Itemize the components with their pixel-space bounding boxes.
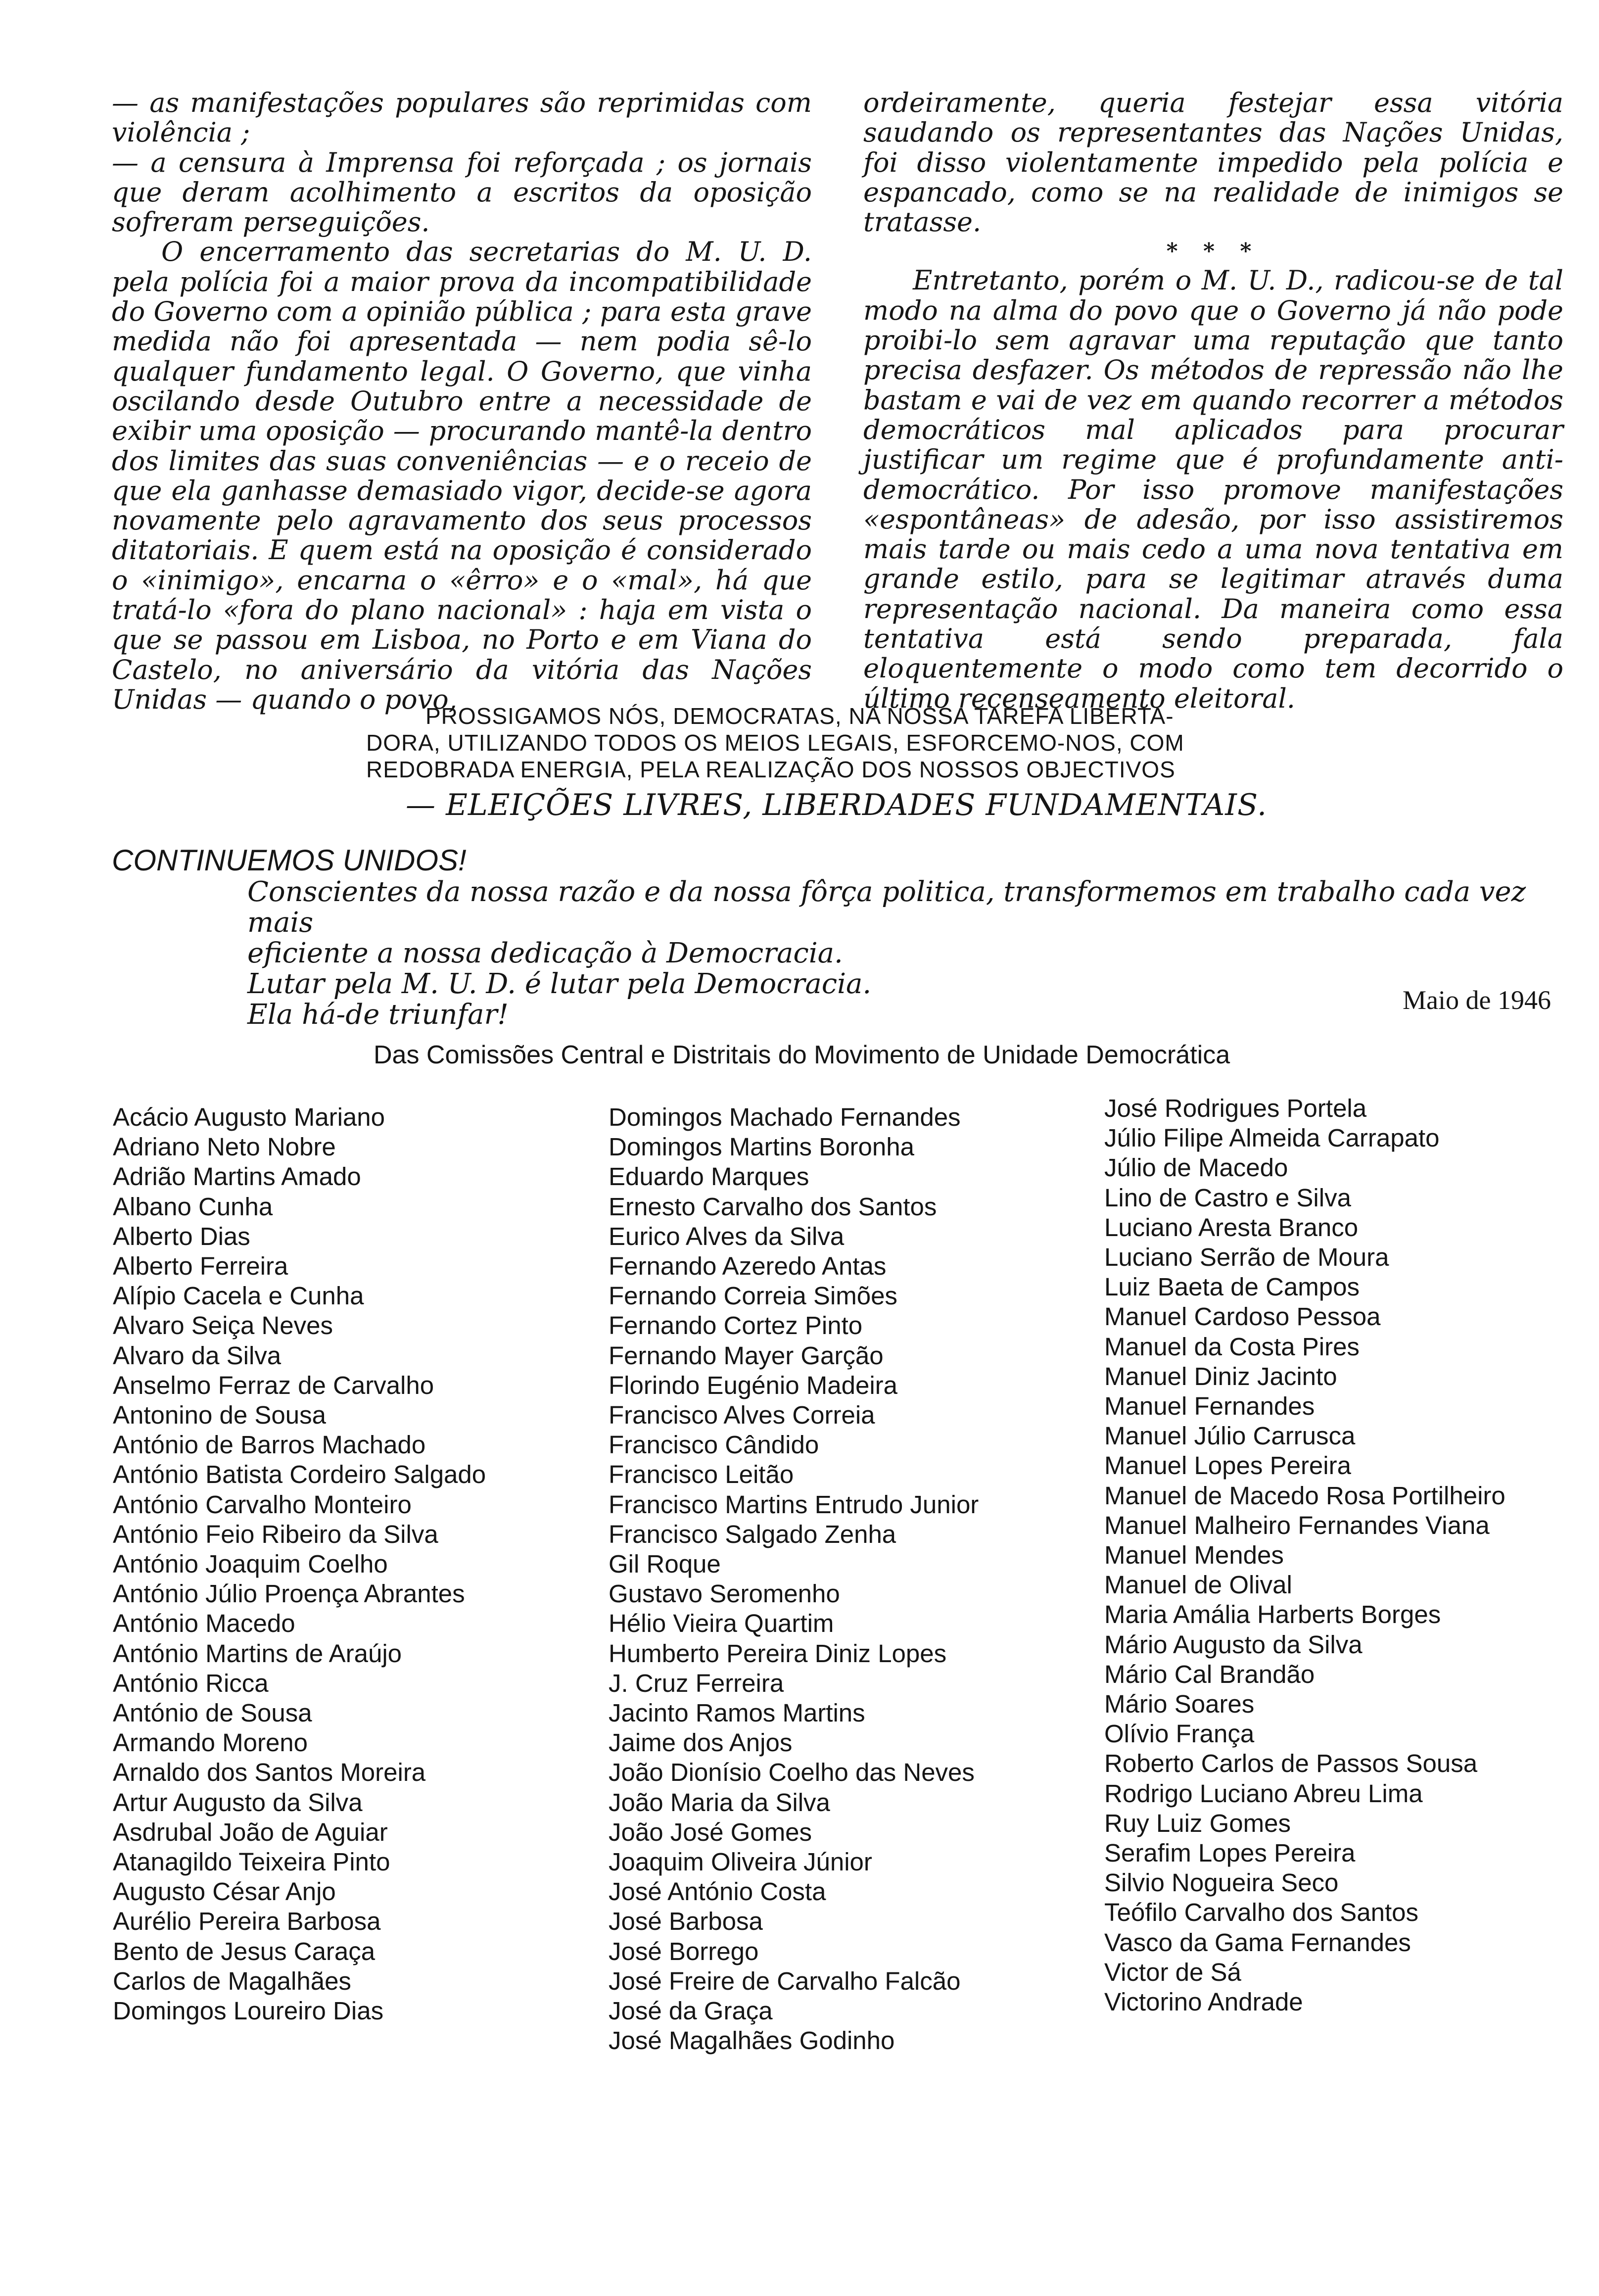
signatory-name: Anselmo Ferraz de Carvalho	[113, 1371, 434, 1399]
signatory-name: Arnaldo dos Santos Moreira	[113, 1758, 426, 1787]
signatory-name: Silvio Nogueira Seco	[1104, 1868, 1339, 1897]
signatory-name: José António Costa	[609, 1877, 826, 1906]
signatory-name: Francisco Leitão	[609, 1460, 794, 1489]
exhortation-line: Conscientes da nossa razão e da nossa fôrça politica, transformemos em trabalho cada vez mais	[247, 876, 1526, 939]
signatory-name: Francisco Cândido	[609, 1431, 819, 1459]
signatory-name: Manuel Diniz Jacinto	[1104, 1362, 1337, 1390]
signatory-name: António Ricca	[113, 1669, 269, 1697]
signatory-name: Florindo Eugénio Madeira	[609, 1371, 898, 1399]
signatory-name: Adriano Neto Nobre	[113, 1133, 336, 1161]
slogan: — ELEIÇÕES LIVRES, LIBERDADES FUNDAMENTAIS.	[406, 788, 1268, 822]
signatory-name: Bento de Jesus Caraça	[113, 1937, 376, 1965]
paragraph: O encerramento das secretarias do M. U. D. pela polícia foi a maior prova da incompatibilidade do Governo com a opinião pública ; para esta grave medida não foi apresentada — nem podia sê-lo qualquer fundamento legal. O Governo, que vinha oscilando desde Outubro entre a necessidade de exibir uma oposição — procurando mantê-la dentro dos limites das suas conveniências — e o receio de que ela ganhasse demasiado vigor, decide-se agora novamente pelo agravamento dos seus processos ditatoriais. E quem está na oposição é considerado o «inimigo», encarna o «êrro» e o «mal», há que tratá-lo «fora do plano nacional» : haja em vista o que se passou em Lisboa, no Porto e em Viana do Castelo, no aniversário da vitória das Nações Unidas — quando o povo,	[112, 236, 812, 715]
signatory-name: Augusto César Anjo	[113, 1877, 336, 1906]
paragraph: — a censura à Imprensa foi reforçada ; os jornais que deram acolhimento a escritos da oposição sofreram perseguições.	[112, 146, 812, 238]
signatory-name: Carlos de Magalhães	[113, 1966, 351, 1995]
signatory-name: Armando Moreno	[113, 1728, 308, 1757]
signatory-name: Manuel da Costa Pires	[1104, 1332, 1360, 1361]
signatory-name: António de Sousa	[113, 1699, 312, 1727]
signatory-name: Eurico Alves da Silva	[609, 1222, 845, 1250]
signatory-name: Júlio Filipe Almeida Carrapato	[1104, 1124, 1440, 1152]
signatory-name: Atanagildo Teixeira Pinto	[113, 1848, 390, 1876]
signatory-name: António Batista Cordeiro Salgado	[113, 1460, 486, 1489]
signatory-name: António Feio Ribeiro da Silva	[113, 1520, 438, 1548]
signatory-name: Olívio França	[1104, 1720, 1255, 1748]
signatory-name: Luciano Serrão de Moura	[1104, 1243, 1389, 1272]
signatory-name: Maria Amália Harberts Borges	[1104, 1600, 1441, 1629]
signatory-name: Humberto Pereira Diniz Lopes	[609, 1639, 947, 1668]
signatory-name: Serafim Lopes Pereira	[1104, 1839, 1356, 1867]
signatory-name: Luiz Baeta de Campos	[1104, 1273, 1360, 1301]
signatory-name: Manuel Cardoso Pessoa	[1104, 1302, 1381, 1331]
closing-statement	[366, 703, 1469, 783]
left-text-column	[112, 88, 812, 715]
signatory-name: Joaquim Oliveira Júnior	[609, 1848, 872, 1876]
continuemos-heading: CONTINUEMOS UNIDOS!	[112, 844, 467, 877]
signatory-name: Manuel Lopes Pereira	[1104, 1451, 1351, 1480]
signatory-name: José Barbosa	[609, 1907, 763, 1936]
signatory-name: Manuel Júlio Carrusca	[1104, 1422, 1356, 1450]
signatory-name: Mário Augusto da Silva	[1104, 1630, 1363, 1659]
exhortation-line: Ela há-de triunfar!	[247, 999, 509, 1031]
signatory-name: Ruy Luiz Gomes	[1104, 1809, 1291, 1837]
signatory-name: Fernando Correia Simões	[609, 1282, 897, 1310]
signatory-name: Alípio Cacela e Cunha	[113, 1282, 364, 1310]
signatory-name: Rodrigo Luciano Abreu Lima	[1104, 1779, 1423, 1808]
signatory-name: José Borrego	[609, 1937, 759, 1965]
signatories-column-1	[113, 1102, 486, 2026]
document-date: Maio de 1946	[1403, 985, 1551, 1015]
signatory-name: António Martins de Araújo	[113, 1639, 402, 1668]
signatories-heading: Das Comissões Central e Distritais do Movimento de Unidade Democrática	[374, 1041, 1230, 1069]
signatory-name: Albano Cunha	[113, 1192, 273, 1221]
signatories-column-2	[609, 1102, 979, 2056]
signatory-name: Francisco Salgado Zenha	[609, 1520, 896, 1548]
signatories-column-3	[1104, 1094, 1505, 2017]
signatory-name: Domingos Loureiro Dias	[113, 1997, 384, 2025]
signatory-name: Hélio Vieira Quartim	[609, 1609, 834, 1638]
signatory-name: Luciano Aresta Branco	[1104, 1213, 1359, 1242]
signatory-name: João Dionísio Coelho das Neves	[609, 1758, 975, 1787]
signatory-name: Manuel de Olival	[1104, 1571, 1292, 1599]
signatory-name: Jacinto Ramos Martins	[609, 1699, 865, 1727]
signatory-name: João Maria da Silva	[609, 1788, 830, 1817]
signatory-name: Victor de Sá	[1104, 1958, 1241, 1986]
signatory-name: Lino de Castro e Silva	[1104, 1183, 1351, 1212]
signatory-name: Aurélio Pereira Barbosa	[113, 1907, 381, 1936]
signatory-name: José Magalhães Godinho	[609, 2026, 895, 2055]
signatory-name: Ernesto Carvalho dos Santos	[609, 1192, 937, 1221]
signatory-name: José Rodrigues Portela	[1104, 1094, 1367, 1122]
signatory-name: Fernando Azeredo Antas	[609, 1252, 887, 1281]
closing-line: DORA, UTILIZANDO TODOS OS MEIOS LEGAIS, ESFORCEMO-NOS, COM	[366, 730, 1184, 756]
paragraph: Entretanto, porém o M. U. D., radicou-se de tal modo na alma do povo que o Governo já não pode proibi-lo sem agravar uma reputação que tanto precisa desfazer. Os métodos de repressão não lhe bastam e vai de vez em quando recorrer a métodos democráticos mal aplicados para procurar justificar um regime que é profundamente anti-democrático. Por isso promove manifestações «espontâneas» de adesão, por isso assistiremos mais tarde ou mais cedo a uma nova tentativa em grande estilo, para se legitimar através duma representação nacional. Da maneira como essa tentativa está sendo preparada, fala eloquentemente o modo como tem decorrido o último recenseamento eleitoral.	[863, 265, 1563, 714]
signatory-name: Fernando Mayer Garção	[609, 1341, 884, 1370]
signatory-name: Domingos Martins Boronha	[609, 1133, 914, 1161]
signatory-name: Domingos Machado Fernandes	[609, 1103, 961, 1131]
signatory-name: Mário Soares	[1104, 1690, 1255, 1719]
signatory-name: Manuel Mendes	[1104, 1541, 1284, 1570]
signatory-name: Asdrubal João de Aguiar	[113, 1818, 388, 1846]
paragraph: ordeiramente, queria festejar essa vitória saudando os representantes das Nações Unidas, foi disso violentamente impedido pela polícia e espancado, como se na realidade de inimigos se tratasse.	[863, 87, 1563, 238]
signatory-name: Acácio Augusto Mariano	[113, 1103, 385, 1131]
signatory-name: Alberto Ferreira	[113, 1252, 288, 1281]
signatory-name: Artur Augusto da Silva	[113, 1788, 363, 1817]
signatory-name: Roberto Carlos de Passos Sousa	[1104, 1749, 1478, 1778]
signatory-name: J. Cruz Ferreira	[609, 1669, 784, 1697]
signatory-name: José Freire de Carvalho Falcão	[609, 1966, 961, 1995]
signatory-name: António Júlio Proença Abrantes	[113, 1579, 465, 1608]
exhortation-line: Lutar pela M. U. D. é lutar pela Democracia.	[247, 968, 872, 1000]
signatory-name: Adrião Martins Amado	[113, 1162, 361, 1191]
signatory-name: Alvaro da Silva	[113, 1341, 282, 1370]
signatory-name: Alberto Dias	[113, 1222, 250, 1250]
signatory-name: Fernando Cortez Pinto	[609, 1311, 863, 1340]
signatory-name: Jaime dos Anjos	[609, 1728, 793, 1757]
signatory-name: Júlio de Macedo	[1104, 1153, 1288, 1182]
signatory-name: António Macedo	[113, 1609, 295, 1638]
signatory-name: José da Graça	[609, 1997, 773, 2025]
signatory-name: Antonino de Sousa	[113, 1401, 327, 1430]
signatory-name: Vasco da Gama Fernandes	[1104, 1928, 1411, 1957]
exhortation	[247, 877, 1588, 1030]
closing-line: REDOBRADA ENERGIA, PELA REALIZAÇÃO DOS NOSSOS OBJECTIVOS	[366, 757, 1176, 782]
signatory-name: Manuel Fernandes	[1104, 1392, 1315, 1421]
closing-line: PROSSIGAMOS NÓS, DEMOCRATAS, NA NOSSA TAREFA LIBERTA-	[425, 703, 1174, 729]
section-separator: * * *	[1166, 239, 1261, 264]
signatory-name: António Joaquim Coelho	[113, 1550, 388, 1578]
signatory-name: António Carvalho Monteiro	[113, 1490, 412, 1519]
signatory-name: Victorino Andrade	[1104, 1988, 1303, 2016]
signatory-name: Eduardo Marques	[609, 1162, 809, 1191]
signatory-name: Manuel Malheiro Fernandes Viana	[1104, 1511, 1490, 1539]
paragraph: — as manifestações populares são reprimidas com violência ;	[112, 87, 812, 148]
signatory-name: Alvaro Seiça Neves	[113, 1311, 333, 1340]
signatory-name: Teófilo Carvalho dos Santos	[1104, 1898, 1419, 1927]
signatory-name: Francisco Alves Correia	[609, 1401, 875, 1430]
signatory-name: Gil Roque	[609, 1550, 721, 1578]
signatory-name: Mário Cal Brandão	[1104, 1660, 1315, 1688]
signatory-name: Gustavo Seromenho	[609, 1579, 840, 1608]
exhortation-line: eficiente a nossa dedicação à Democracia.	[247, 937, 843, 969]
right-text-column	[863, 88, 1563, 714]
signatory-name: Francisco Martins Entrudo Junior	[609, 1490, 979, 1519]
signatory-name: João José Gomes	[609, 1818, 812, 1846]
signatory-name: Manuel de Macedo Rosa Portilheiro	[1104, 1481, 1505, 1510]
signatory-name: António de Barros Machado	[113, 1431, 426, 1459]
